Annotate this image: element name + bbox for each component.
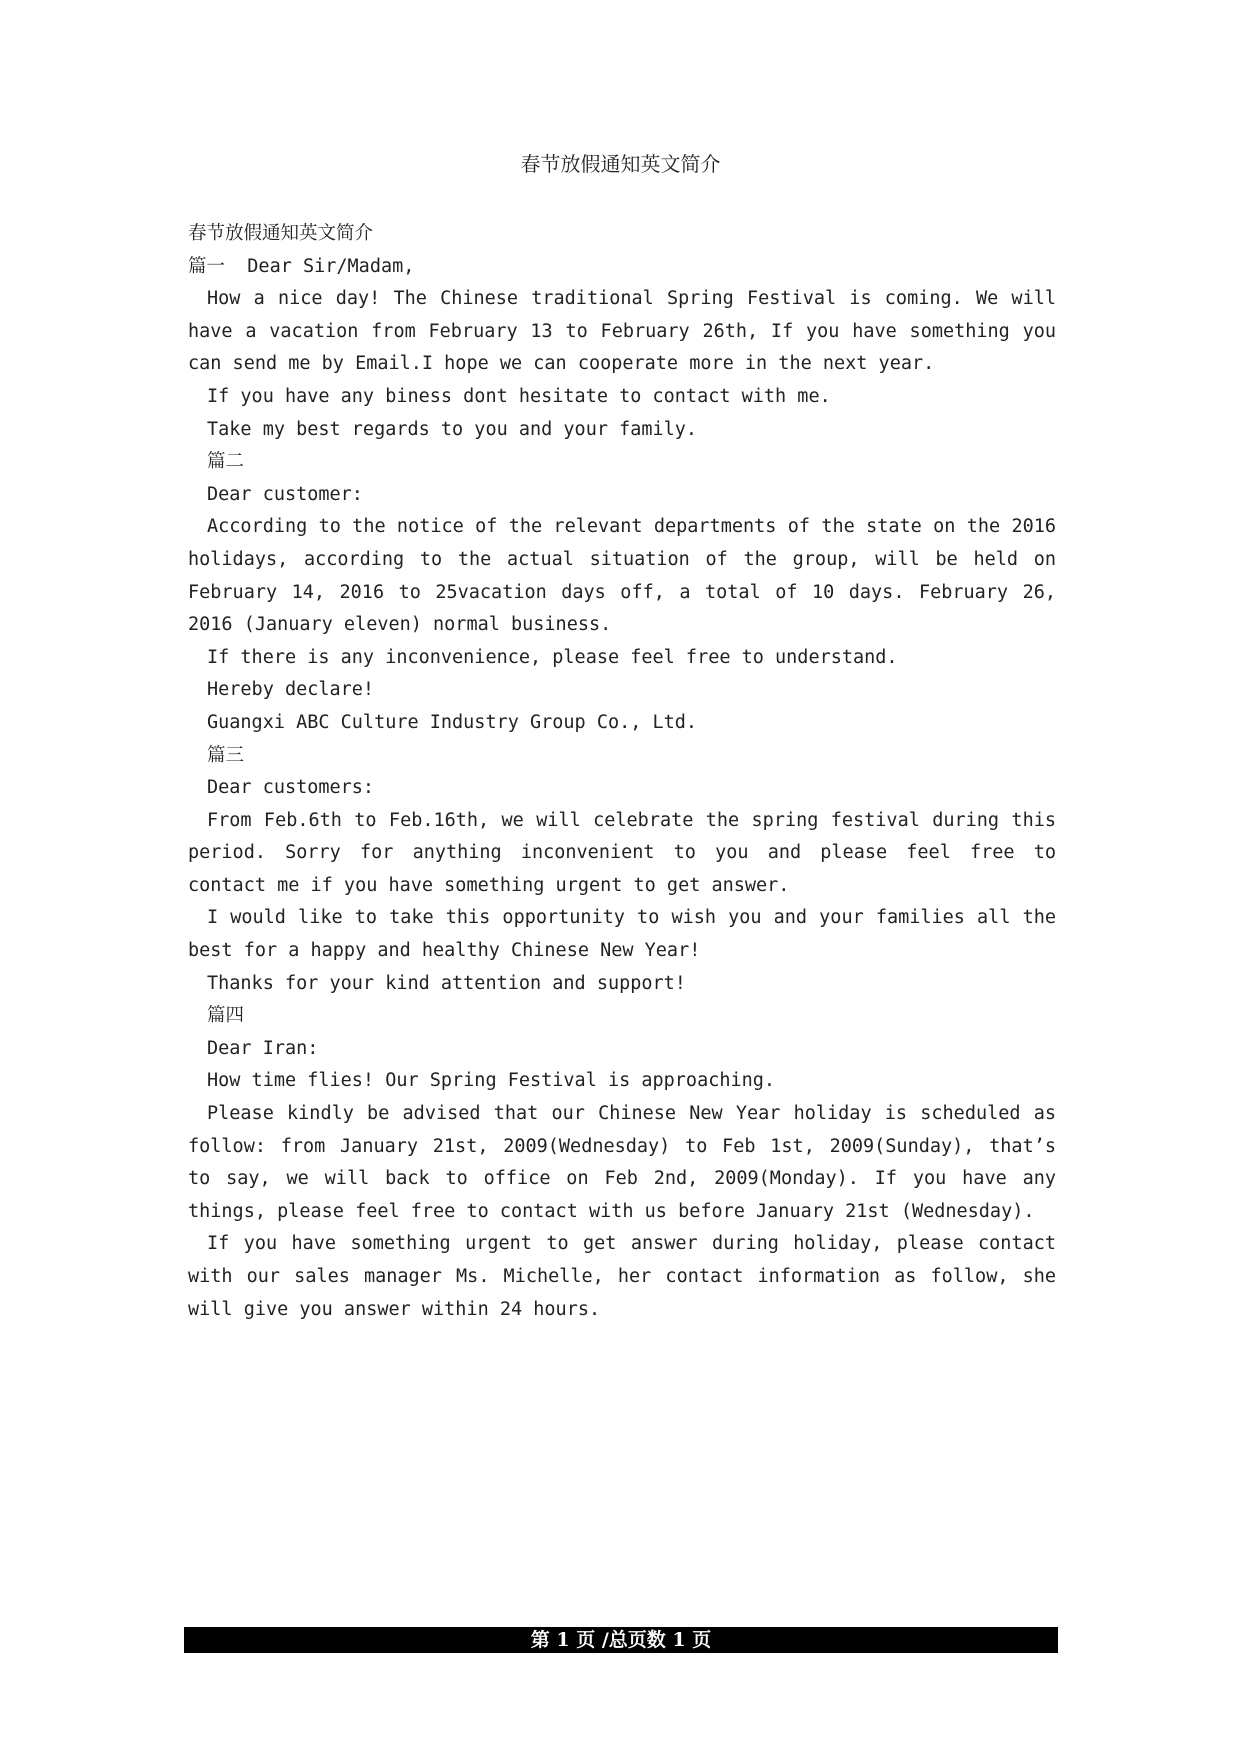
section4-salutation: Dear Iran: — [207, 1037, 319, 1059]
section2-label: 篇二 — [207, 451, 245, 473]
section1-label: 篇一 — [188, 255, 226, 277]
section3-label: 篇三 — [207, 744, 245, 766]
document-title: 春节放假通知英文简介 — [520, 152, 721, 176]
section3-paragraph: Thanks for your kind attention and support! — [207, 972, 686, 994]
section1-paragraph: How a nice day! The Chinese traditional Spring Festival is coming. We will have a vacation from February 13 to February 26th, If you have something you can send me by Email.I hope we can cooperate more in the next year. — [188, 288, 1056, 375]
section1-salutation: Dear Sir/Madam, — [247, 255, 415, 277]
section1-paragraph: If you have any biness dont hesitate to contact with me. — [207, 385, 831, 407]
section2-paragraph: If there is any inconvenience, please feel free to understand. — [207, 646, 898, 668]
section2-paragraph: Hereby declare! — [207, 679, 375, 701]
section2-paragraph: According to the notice of the relevant departments of the state on the 2016 holidays, according to the actual situation of the group, will be held on February 14, 2016 to 25vacation days off, a total of 10 days. February 26, 2016 (January eleven) normal business. — [188, 516, 1056, 636]
document-body — [188, 218, 1056, 1326]
section4-paragraph: If you have something urgent to get answer during holiday, please contact with our sales manager Ms. Michelle, her contact information as follow, she will give you answer within 24 hours. — [188, 1233, 1056, 1320]
section1-paragraph: Take my best regards to you and your family. — [207, 418, 698, 440]
section3-paragraph: From Feb.6th to Feb.16th, we will celebrate the spring festival during this period. Sorry for anything inconvenient to you and please feel free to contact me if you have something urgent to get answer. — [188, 809, 1056, 896]
section1-heading — [188, 251, 1056, 284]
section4-label: 篇四 — [207, 1005, 245, 1027]
section3-paragraph: I would like to take this opportunity to wish you and your families all the best for a happy and healthy Chinese New Year! — [188, 907, 1056, 962]
document-subtitle: 春节放假通知英文简介 — [188, 223, 374, 244]
section4-paragraph: Please kindly be advised that our Chinese New Year holiday is scheduled as follow: from January 21st, 2009(Wednesday) to Feb 1st, 2009(Sunday), that’s to say, we will back to office on Feb 2nd, 2009(Monday). If you have any things, please feel free to contact with us before January 21st (Wednesday). — [188, 1103, 1056, 1222]
section3-salutation: Dear customers: — [207, 777, 375, 799]
section2-paragraph: Guangxi ABC Culture Industry Group Co., Ltd. — [207, 711, 698, 733]
section4-paragraph: How time flies! Our Spring Festival is approaching. — [207, 1070, 776, 1092]
page-footer: 第 1 页 /总页数 1 页 — [184, 1627, 1058, 1653]
section2-salutation: Dear customer: — [207, 483, 363, 505]
